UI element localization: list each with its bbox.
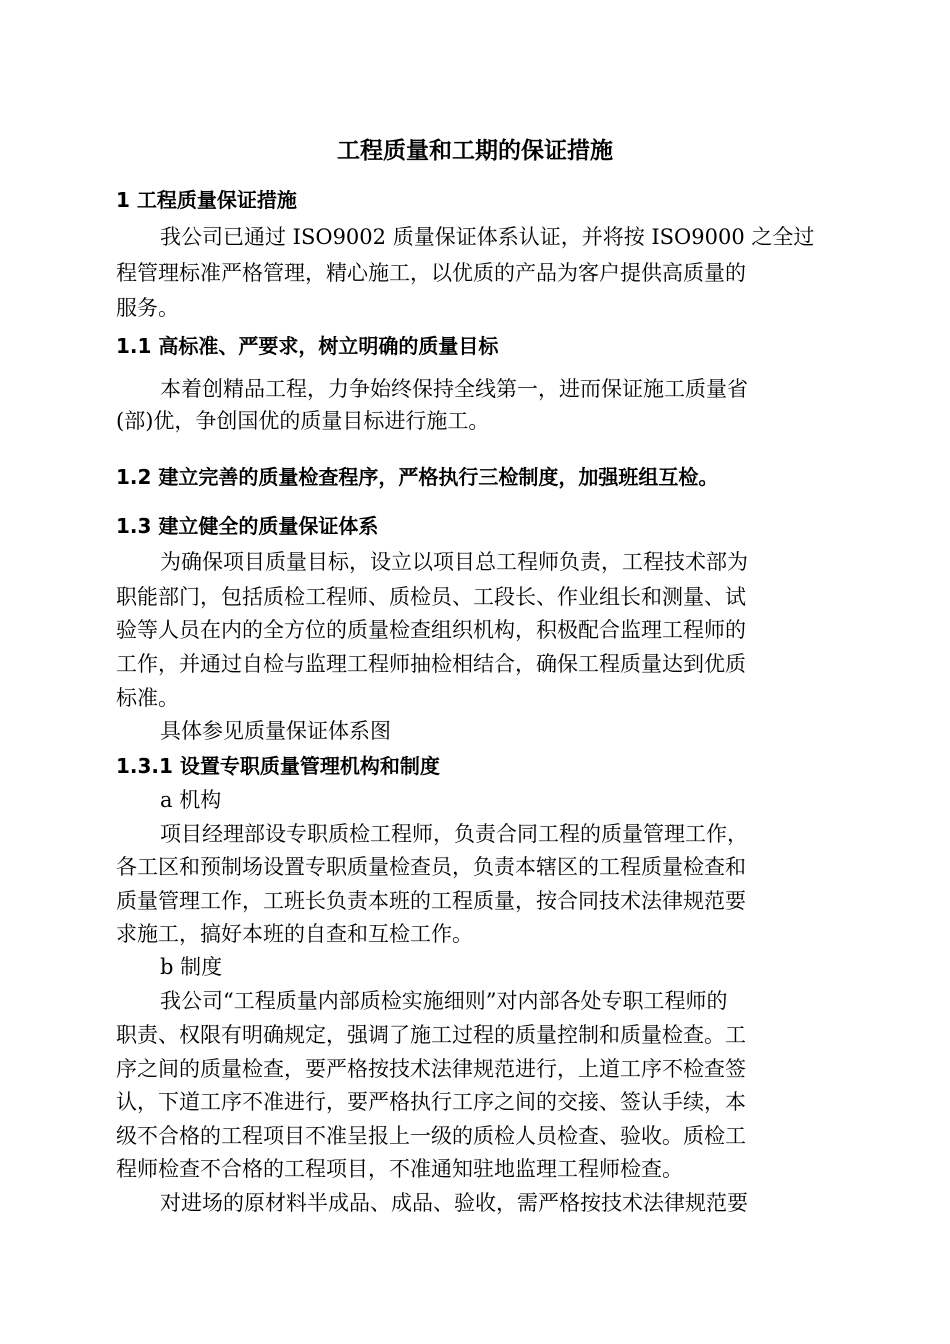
paragraph-line: 本着创精品工程，力争始终保持全线第一，进而保证施工质量省: [160, 377, 748, 401]
page-title: 工程质量和工期的保证措施: [337, 138, 613, 164]
section-heading-1-1: 1.1 高标准、严要求，树立明确的质量目标: [116, 334, 499, 358]
list-label-a: a 机构: [160, 788, 222, 812]
paragraph-line: 程师检查不合格的工程项目，不准通知驻地监理工程师检查。: [116, 1157, 683, 1181]
paragraph-line: 验等人员在内的全方位的质量检查组织机构，积极配合监理工程师的: [116, 618, 746, 642]
section-heading-1-3: 1.3 建立健全的质量保证体系: [116, 514, 379, 538]
paragraph-line: 质量管理工作，工班长负责本班的工程质量，按合同技术法律规范要: [116, 889, 746, 913]
paragraph-line: 标准。: [116, 686, 179, 710]
paragraph-line: 我公司已通过 ISO9002 质量保证体系认证，并将按 ISO9000 之全过: [160, 225, 815, 249]
paragraph-line: (部)优，争创国优的质量目标进行施工。: [116, 409, 490, 433]
paragraph-line: 级不合格的工程项目不准呈报上一级的质检人员检查、验收。质检工: [116, 1124, 746, 1148]
paragraph-line: 职能部门，包括质检工程师、质检员、工段长、作业组长和测量、试: [116, 585, 746, 609]
paragraph-line: 求施工，搞好本班的自查和互检工作。: [116, 922, 473, 946]
paragraph-line: 认，下道工序不准进行，要严格执行工序之间的交接、签认手续，本: [116, 1090, 746, 1114]
paragraph-line: 职责、权限有明确规定，强调了施工过程的质量控制和质量检查。工: [116, 1023, 746, 1047]
paragraph-line: 为确保项目质量目标，设立以项目总工程师负责，工程技术部为: [160, 550, 748, 574]
paragraph-line: 项目经理部设专职质检工程师，负责合同工程的质量管理工作，: [160, 822, 748, 846]
paragraph-line: 对进场的原材料半成品、成品、验收，需严格按技术法律规范要: [160, 1191, 748, 1215]
paragraph-line: 服务。: [116, 296, 179, 320]
paragraph-line: 具体参见质量保证体系图: [160, 719, 391, 743]
list-label-b: b 制度: [160, 955, 223, 979]
section-heading-1-2: 1.2 建立完善的质量检查程序，严格执行三检制度，加强班组互检。: [116, 465, 719, 489]
paragraph-line: 我公司“工程质量内部质检实施细则”对内部各处专职工程师的: [160, 989, 728, 1013]
paragraph-line: 工作，并通过自检与监理工程师抽检相结合，确保工程质量达到优质: [116, 652, 746, 676]
section-heading-1-3-1: 1.3.1 设置专职质量管理机构和制度: [116, 754, 440, 778]
section-heading-1: 1 工程质量保证措施: [116, 188, 297, 212]
paragraph-line: 序之间的质量检查，要严格按技术法律规范进行，上道工序不检查签: [116, 1057, 746, 1081]
paragraph-line: 各工区和预制场设置专职质量检查员，负责本辖区的工程质量检查和: [116, 855, 746, 879]
paragraph-line: 程管理标准严格管理，精心施工，以优质的产品为客户提供高质量的: [116, 261, 746, 285]
